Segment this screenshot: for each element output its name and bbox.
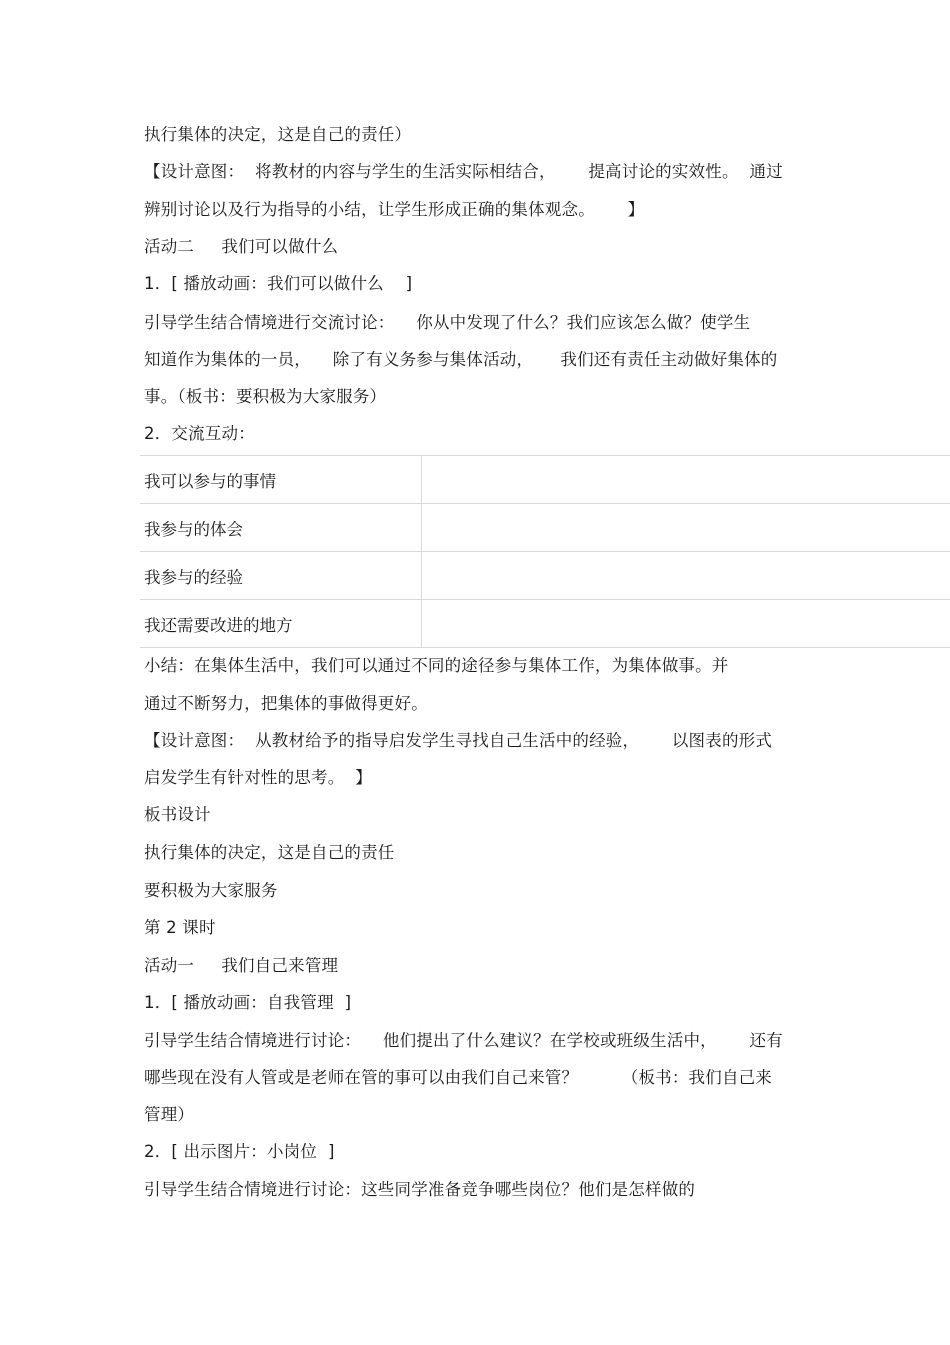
table-cell-label: 我还需要改进的地方 xyxy=(140,600,422,648)
section-heading: 第 2 课时 xyxy=(144,918,216,937)
text-line: 【设计意图： 将教材的内容与学生的生活实际相结合， 提高讨论的实效性。 通过 xyxy=(144,162,783,181)
text-line: 要积极为大家服务 xyxy=(144,881,278,900)
text-line: 引导学生结合情境进行讨论：这些同学准备竞争哪些岗位？他们是怎样做的 xyxy=(144,1180,696,1199)
text-line: 知道作为集体的一员， 除了有义务参与集体活动， 我们还有责任主动做好集体的 xyxy=(144,350,778,369)
table-cell-value xyxy=(422,504,950,552)
section-heading: 板书设计 xyxy=(144,805,211,824)
text-line: 辨别讨论以及行为指导的小结，让学生形成正确的集体观念。 】 xyxy=(144,200,645,219)
section-heading: 活动二 我们可以做什么 xyxy=(144,237,339,256)
table-row xyxy=(140,552,950,600)
text-line: 1．[ 播放动画：自我管理 ] xyxy=(144,993,352,1012)
table-row xyxy=(140,504,950,552)
table-cell-value xyxy=(422,600,950,648)
text-line: 执行集体的决定，这是自己的责任 xyxy=(144,843,395,862)
text-line: 哪些现在没有人管或是老师在管的事可以由我们自己来管？ （板书：我们自己来 xyxy=(144,1068,773,1087)
text-line: 引导学生结合情境进行讨论： 他们提出了什么建议？在学校或班级生活中， 还有 xyxy=(144,1031,783,1050)
table-cell-label: 我参与的体会 xyxy=(140,504,422,552)
text-line: 启发学生有针对性的思考。 】 xyxy=(144,768,372,787)
section-heading: 活动一 我们自己来管理 xyxy=(144,956,339,975)
text-line: 2．交流互动： xyxy=(144,424,255,443)
table-cell-value xyxy=(422,552,950,600)
text-line: 引导学生结合情境进行交流讨论： 你从中发现了什么？我们应该怎么做？使学生 xyxy=(144,313,751,332)
text-line: 1．[ 播放动画：我们可以做什么 ] xyxy=(144,274,413,293)
interaction-table xyxy=(140,455,950,648)
text-line: 小结：在集体生活中，我们可以通过不同的途径参与集体工作，为集体做事。并 xyxy=(144,656,729,675)
table-cell-label: 我可以参与的事情 xyxy=(140,456,422,504)
table-cell-label: 我参与的经验 xyxy=(140,552,422,600)
table-row xyxy=(140,456,950,504)
text-line: 2．[ 出示图片：小岗位 ] xyxy=(144,1142,335,1161)
text-line: 事。（板书：要积极为大家服务） xyxy=(144,387,387,406)
text-line: 管理） xyxy=(144,1105,195,1124)
text-line: 【设计意图： 从教材给予的指导启发学生寻找自己生活中的经验， 以图表的形式 xyxy=(144,731,773,750)
table-row xyxy=(140,600,950,648)
text-line: 通过不断努力，把集体的事做得更好。 xyxy=(144,694,428,713)
text-line: 执行集体的决定，这是自己的责任） xyxy=(144,125,412,144)
table-cell-value xyxy=(422,456,950,504)
